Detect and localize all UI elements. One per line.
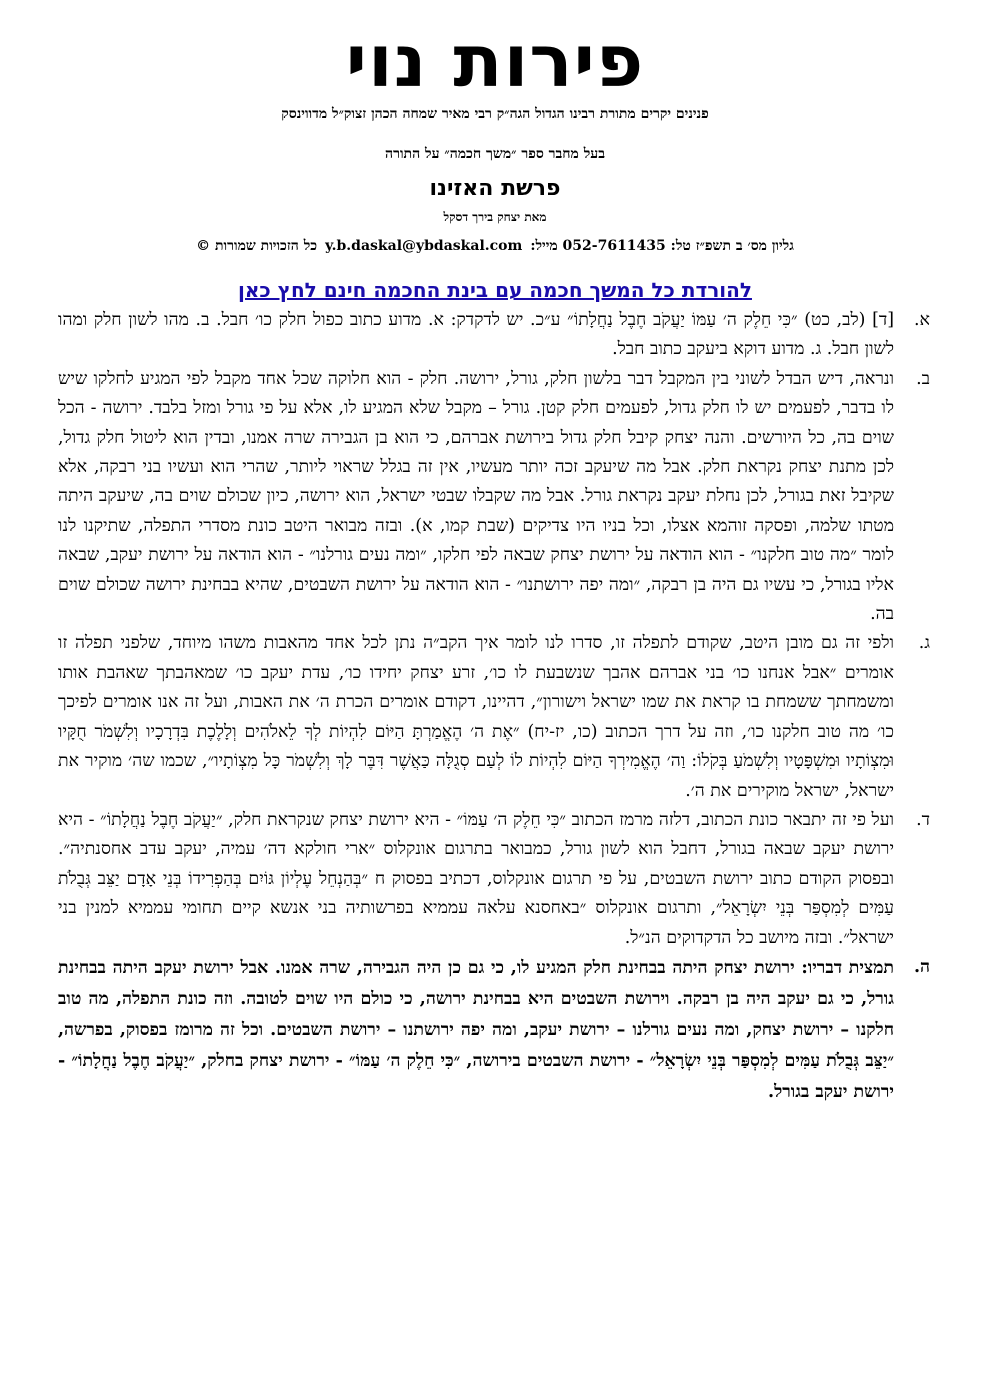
paragraph-text: ולפי זה גם מובן היטב, שקודם לתפלה זו, סדרו לנו לומר איך הקב״ה נתן לכל אחד מהאבות משהו מיוחד, שלפני תפלה זו אומרים ״אבל אנחנו כו׳ בני אברהם אהבך שנשבעת לו כו׳, זרע יצחק יחידו כו׳, עדת יעקב כו׳ שמאהבתך שאהבת אותו ומשמחתך ששמחת בו קראת את שמו ישראל וישורון״, דהיינו, דקודם אומרים הכרת ה׳ את האבות, ועל זה אנו אומרים לפיכך כו׳ מה טוב חלקנו כו׳, וזה על דרך הכתוב (כו, יז-יח) ״אֶת ה׳ הֶאֱמַרְתָּ הַיּוֹם לִהְיוֹת לְךָ לֵאלֹהִים וְלָלֶכֶת בִּדְרָכָיו וְלִשְׁמֹר חֻקָּיו וּמִצְוֹתָיו וּמִשְׁפָּטָיו וְלִשְׁמֹעַ בְּקֹלוֹ: וַה׳ הֶאֱמִירְךָ הַיּוֹם לִהְיוֹת לוֹ לְעַם סְגֻלָּה כַּאֲשֶׁר דִּבֶּר לָךְ וְלִשְׁמֹר כָּל מִצְוֹתָיו״, שכמו שה׳ מוקיר את ישראל, ישראל מוקירים את ה׳.	[58, 633, 894, 801]
paragraph-d	[58, 806, 930, 953]
paragraph-letter: ה.	[913, 956, 930, 977]
paragraph-a	[58, 306, 930, 365]
paragraph-text: ונראה, דיש הבדל לשוני בין המקבל דבר בלשון חלק, גורל, ירושה. חלק - הוא חלוקה שכל אחד מקבל לפי המגיע לחלקו שיש לו בדבר, לפעמים יש לו חלק גדול, לפעמים חלק קטן. גורל – מקבל שלא המגיע לו, אלא על פי גורל ומזל בלבד. ירושה - הכל שוים בה, כל היורשים. והנה יצחק קיבל חלק גדול בירושת אברהם, כי הוא בן הגבירה שרה אמנו, ובדין הוא ליטול חלק גדול, לכן מתנת יצחק נקראת חלק. אבל מה שיעקב זכה יותר מעשיו, אין זה בגלל שראוי ליותר, שהרי הוא ועשיו בני רבקה, אלא שקיבל זאת בגורל, לכן נחלת יעקב נקראת גורל. אבל מה שקבלו שבטי ישראל, הוא ירושה, כיון שכולם שוים בה, שיעקב היתה מטתו שלמה, ופסקה זוהמא אצלו, וכל בניו היו צדיקים (שבת קמו, א). ובזה מבואר היטב כונת מסדרי התפלה, שתיקנו לנו לומר ״מה טוב חלקנו״ - הוא הודאה על ירושת יצחק שבאה לפי חלקו, ״ומה נעים גורלנו״ - הוא הודאה על ירושת יעקב, שבאה אליו בגורל, כי עשיו גם היה בן רבקה, ״ומה יפה ירושתנו״ - הוא הודאה על ירושת השבטים, שהיא בבחינת ירושה שכולם שוים בה.	[58, 368, 894, 625]
issue-info-line	[0, 238, 990, 255]
email-address[interactable]: y.b.daskal@ybdaskal.com	[325, 238, 523, 254]
parasha-title: פרשת האזינו	[429, 176, 561, 201]
paragraph-text: [ד] (לב, כט) ״כִּי חֵלֶק ה׳ עַמּוֹ יַעֲקֹב חֶבֶל נַחֲלָתוֹ״ ע״כ. יש לדקדק: א. מדוע כתוב כפול חלק כו׳ חבל. ב. מהו לשון חלק ומהו לשון חבל. ג. מדוע דוקא ביעקב כתוב חבל.	[58, 310, 894, 360]
author-line: מאת יצחק בירך דסקל	[443, 210, 547, 224]
paragraph-text: ועל פי זה יתבאר כונת הכתוב, דלזה מרמז הכתוב ״כִּי חֵלֶק ה׳ עַמּוֹ״ - היא ירושת יצחק שנקראת חלק, ״יַעֲקֹב חֶבֶל נַחֲלָתוֹ״ - היא ירושת יעקב שבאה בגורל, דחבל הוא לשון גורל, כמבואר בתרגום אונקלוס ״ארי חולקא דה׳ עמיה, יעקב עדב אחסנתיה״. ובפסוק הקודם כתוב ירושת השבטים, על פי תרגום אונקלוס, דכתיב בפסוק ח ״בְּהַנְחֵל עֶלְיוֹן גּוֹיִם בְּהַפְרִידוֹ בְּנֵי אָדָם יַצֵּב גְּבֻלֹת עַמִּים לְמִסְפַּר בְּנֵי יִשְׂרָאֵל״, ותרגום אונקלוס ״באחסנא עלאה עממיא בפרשותיה בני אנשא קיים תחומי עממיא למנין בני ישראל״. ובזה מיושב כל הדקדוקים הנ״ל.	[58, 809, 894, 948]
paragraph-e-summary	[58, 953, 930, 1108]
paragraph-b	[58, 365, 930, 630]
paragraph-text: תמצית דבריו: ירושת יצחק היתה בבחינת חלק המגיע לו, כי גם כן היה הגבירה, שרה אמנו. אבל ירושת יעקב היתה בבחינת גורל, כי גם יעקב היה בן רבקה. וירושת השבטים היא בבחינת ירושה, כי כולם היו שוים לטובה. וזה כונת התפלה, מה טוב חלקנו – ירושת יצחק, ומה נעים גורלנו – ירושת יעקב, ומה יפה ירושתנו – ירושת השבטים. וכל זה מרומז בפסוק, בפרשה, ״יַצֵּב גְּבֻלֹת עַמִּים לְמִסְפַּר בְּנֵי יִשְׂרָאֵל״ - ירושת השבטים בירושה, ״כִּי חֵלֶק ה׳ עַמּוֹ״ - ירושת יצחק בחלק, ״יַעֲקֹב חֶבֶל נַחֲלָתוֹ״ - ירושת יעקב בגורל.	[58, 957, 894, 1102]
download-link[interactable]: להורדת כל המשך חכמה עם בינת החכמה חינם לחץ כאן	[238, 278, 752, 302]
paragraph-letter: ב.	[916, 368, 930, 389]
article-body	[58, 306, 930, 1108]
issue-contact: גליון מס׳ ב תשפ״ז טל: 052-7611435 מייל:	[530, 238, 794, 254]
paragraph-c	[58, 629, 930, 805]
subtitle-book: בעל מחבר ספר ״משך חכמה״ על התורה	[385, 146, 605, 162]
rights-notice: כל הזכויות שמורות ©	[196, 238, 318, 254]
paragraph-letter: ד.	[916, 809, 930, 830]
paragraph-letter: א.	[914, 310, 930, 330]
paragraph-letter: ג.	[918, 633, 930, 654]
subtitle-rabbi: פנינים יקרים מתורת רבינו הגדול הגה״ק רבי מאיר שמחה הכהן זצוק״ל מדווינסק	[281, 106, 709, 122]
page-title: פירות נוי	[345, 19, 645, 103]
